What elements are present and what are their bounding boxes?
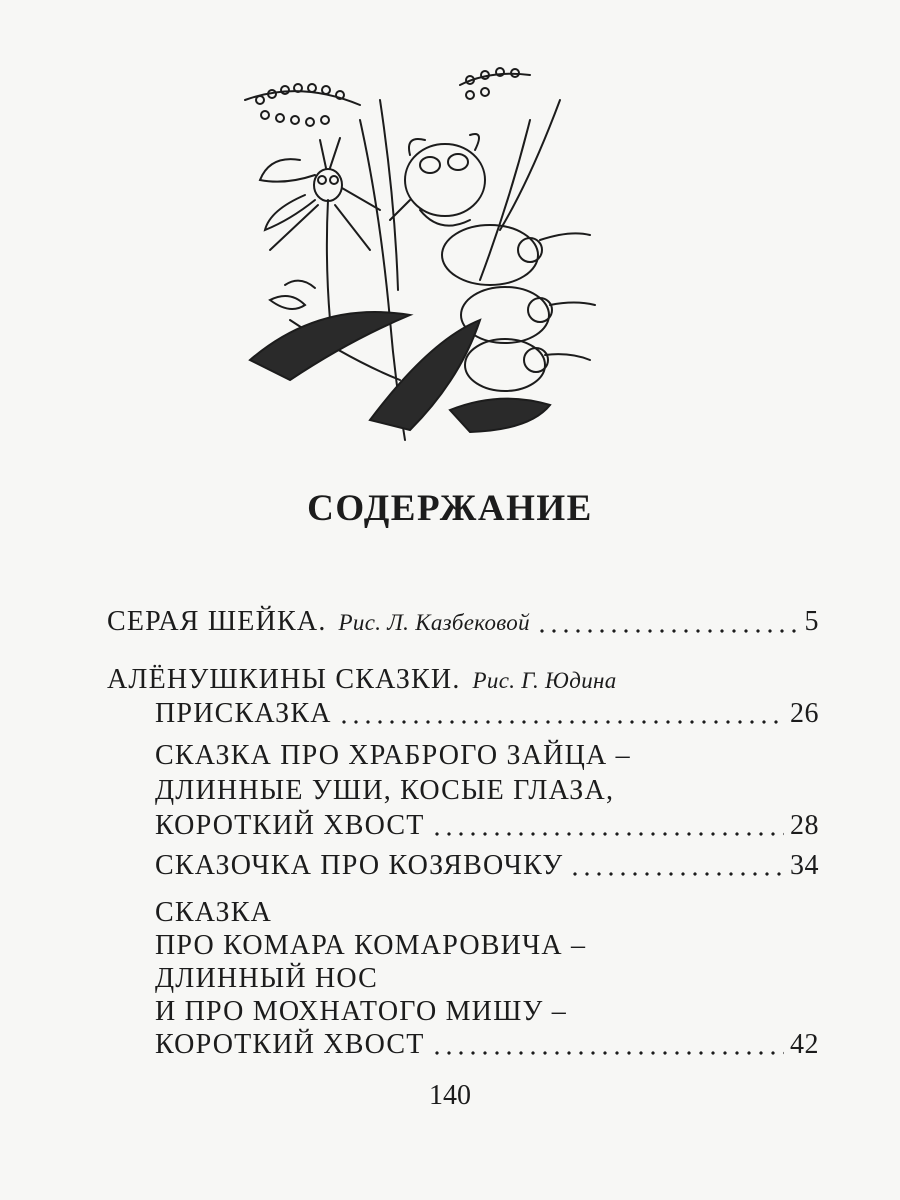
entry-title-line: СКАЗКА (155, 897, 272, 928)
toc-entry[interactable] (155, 810, 819, 842)
entry-page-number: 42 (790, 1029, 819, 1060)
entry-title: ПРИСКАЗКА (155, 698, 332, 729)
entry-page-number: 5 (804, 606, 819, 637)
dot-leader (431, 832, 784, 836)
toc-entry[interactable] (155, 698, 819, 730)
dot-leader (536, 629, 799, 633)
entry-page-number: 34 (790, 850, 819, 881)
dot-leader (569, 872, 784, 876)
contents-heading: СОДЕРЖАНИЕ (307, 488, 593, 529)
toc-section-heading (107, 664, 617, 697)
entry-page-number: 26 (790, 698, 819, 729)
entry-title-line: И ПРО МОХНАТОГО МИШУ – (155, 996, 567, 1027)
entry-title-line: КОРОТКИЙ ХВОСТ (155, 1029, 425, 1060)
toc-entry[interactable] (155, 850, 819, 882)
entry-title-line: ПРО КОМАРА КОМАРОВИЧА – (155, 930, 587, 961)
entry-title: СКАЗОЧКА ПРО КОЗЯВОЧКУ (155, 850, 564, 881)
mosquito-bear-illustration (230, 60, 600, 445)
dot-leader (338, 720, 784, 724)
entry-title-line: ДЛИННЫЕ УШИ, КОСЫЕ ГЛАЗА, (155, 775, 615, 806)
entry-title: АЛЁНУШКИНЫ СКАЗКИ. (107, 664, 461, 695)
entry-title-line: КОРОТКИЙ ХВОСТ (155, 810, 425, 841)
entry-title-line: ДЛИННЫЙ НОС (155, 963, 379, 994)
entry-page-number: 28 (790, 810, 819, 841)
entry-credit: Рис. Л. Казбековой (338, 610, 530, 635)
entry-title-line: СКАЗКА ПРО ХРАБРОГО ЗАЙЦА – (155, 740, 631, 771)
toc-entry[interactable] (155, 1029, 819, 1061)
entry-title: СЕРАЯ ШЕЙКА. (107, 606, 327, 637)
entry-credit: Рис. Г. Юдина (472, 668, 617, 693)
dot-leader (431, 1051, 784, 1055)
toc-entry[interactable] (107, 606, 819, 639)
page-number: 140 (429, 1080, 471, 1111)
